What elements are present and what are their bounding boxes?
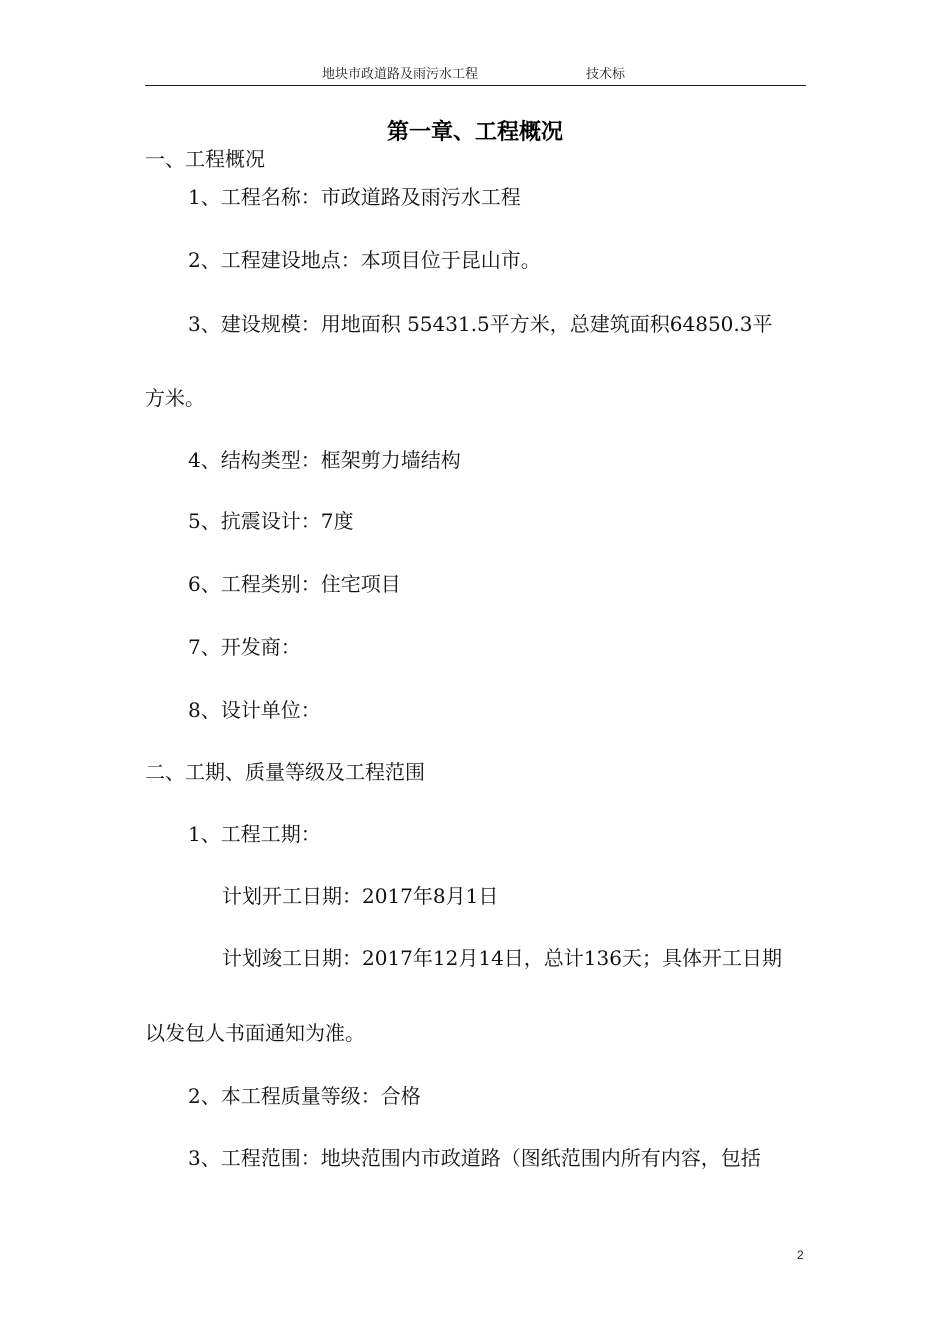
section-1-heading: 一、工程概况 bbox=[145, 147, 265, 171]
section-2-heading: 二、工期、质量等级及工程范围 bbox=[145, 760, 425, 784]
project-category-line: 6、工程类别：住宅项目 bbox=[188, 572, 401, 596]
quality-grade-line: 2、本工程质量等级：合格 bbox=[188, 1084, 421, 1108]
schedule-line: 1、工程工期： bbox=[188, 822, 321, 846]
chapter-title: 第一章、工程概况 bbox=[386, 119, 563, 145]
construction-scale-line: 3、建设规模：用地面积 55431.5平方米，总建筑面积64850.3平 bbox=[188, 312, 773, 336]
project-name-line: 1、工程名称：市政道路及雨污水工程 bbox=[188, 185, 521, 209]
project-location-line: 2、工程建设地点：本项目位于昆山市。 bbox=[188, 248, 541, 272]
project-scope-line: 3、工程范围：地块范围内市政道路（图纸范围内所有内容，包括 bbox=[188, 1146, 761, 1170]
header-title: 地块市政道路及雨污水工程 bbox=[322, 67, 479, 82]
page-number: 2 bbox=[797, 1248, 804, 1262]
planned-completion-line: 计划竣工日期：2017年12月14日，总计136天；具体开工日期 bbox=[222, 946, 782, 970]
header-doc-type: 技术标 bbox=[586, 67, 626, 82]
planned-completion-continued: 以发包人书面通知为准。 bbox=[145, 1021, 365, 1045]
structure-type-line: 4、结构类型：框架剪力墙结构 bbox=[188, 448, 461, 472]
seismic-design-line: 5、抗震设计：7度 bbox=[188, 509, 354, 533]
design-unit-line: 8、设计单位： bbox=[188, 698, 321, 722]
header-rule bbox=[145, 85, 806, 86]
developer-line: 7、开发商： bbox=[188, 635, 301, 659]
planned-start-line: 计划开工日期：2017年8月1日 bbox=[222, 884, 499, 908]
construction-scale-continued: 方米。 bbox=[145, 386, 205, 410]
